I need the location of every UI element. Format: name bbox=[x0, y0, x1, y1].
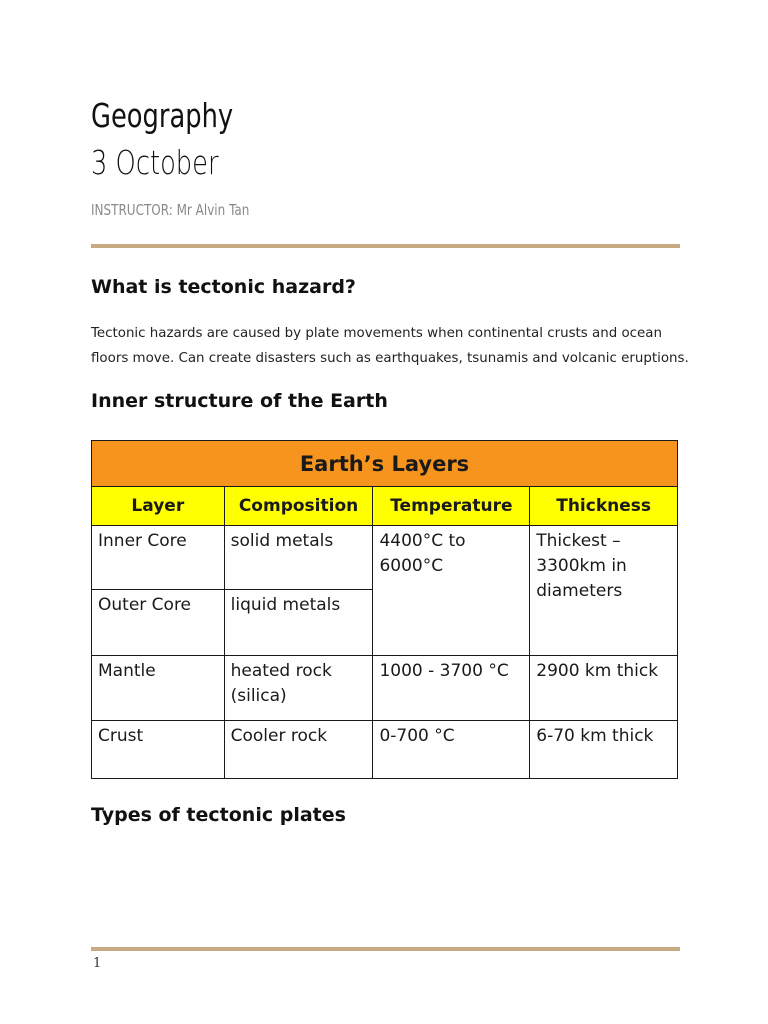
section-heading-tectonic-plates: Types of tectonic plates bbox=[91, 804, 346, 826]
table-row bbox=[92, 526, 678, 590]
table-cell-layer: Inner Core bbox=[92, 526, 225, 590]
table-cell-layer: Outer Core bbox=[92, 590, 225, 656]
table-cell-layer: Crust bbox=[92, 721, 225, 779]
table-cell-thickness: 2900 km thick bbox=[530, 656, 678, 721]
table-caption-row bbox=[92, 441, 678, 487]
document-title: Geography bbox=[91, 96, 234, 135]
section-heading-inner-structure: Inner structure of the Earth bbox=[91, 390, 388, 412]
column-header-thickness: Thickness bbox=[530, 487, 678, 526]
table-caption: Earth’s Layers bbox=[92, 441, 678, 487]
column-header-layer: Layer bbox=[92, 487, 225, 526]
table-row bbox=[92, 721, 678, 779]
page-number: 1 bbox=[93, 956, 102, 971]
table-cell-composition: Cooler rock bbox=[224, 721, 373, 779]
section-heading-tectonic-hazard: What is tectonic hazard? bbox=[91, 276, 356, 298]
header-divider bbox=[91, 244, 680, 248]
earth-layers-table bbox=[91, 440, 678, 779]
table-cell-composition: heated rock (silica) bbox=[224, 656, 373, 721]
table-cell-layer: Mantle bbox=[92, 656, 225, 721]
table-cell-temperature: 1000 - 3700 °C bbox=[373, 656, 530, 721]
table-cell-composition: solid metals bbox=[224, 526, 373, 590]
table-header-row bbox=[92, 487, 678, 526]
instructor-line: INSTRUCTOR: Mr Alvin Tan bbox=[91, 201, 250, 219]
table-cell-temperature: 0-700 °C bbox=[373, 721, 530, 779]
table-row bbox=[92, 656, 678, 721]
column-header-temperature: Temperature bbox=[373, 487, 530, 526]
footer-divider bbox=[91, 947, 680, 951]
table-cell-temperature: 4400°C to 6000°C bbox=[373, 526, 530, 656]
table-cell-thickness: Thickest – 3300km in diameters bbox=[530, 526, 678, 656]
table-cell-thickness: 6-70 km thick bbox=[530, 721, 678, 779]
table-cell-composition: liquid metals bbox=[224, 590, 373, 656]
section-paragraph-tectonic-hazard: Tectonic hazards are caused by plate movements when continental crusts and ocean floors move. Can create disasters such as earthquakes, tsunamis and volcanic eruptions. bbox=[91, 326, 689, 366]
document-date: 3 October bbox=[91, 143, 219, 182]
column-header-composition: Composition bbox=[224, 487, 373, 526]
